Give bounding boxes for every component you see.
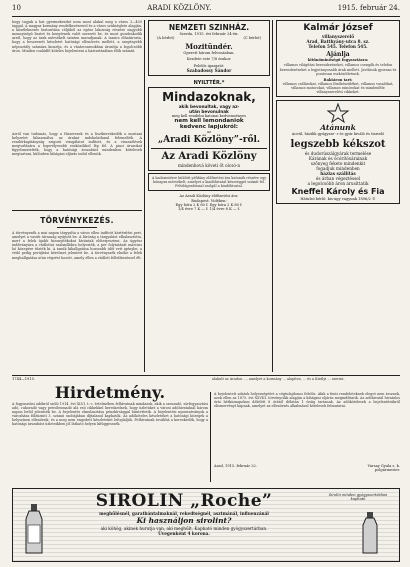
ad2-line: és árban végeztéssel bbox=[315, 175, 361, 181]
article-mid: Arról van tudomás, hogy a fűszeresek és a lisztkereskedők a mostani helyzetet kihasználva az árakat indokolatlanul felemelték. A rendőrkapitányság szigorú vizsgálatot indított, és a visszaélések megtorlására a legerélyesebb eszközökkel lép fel. A piaci árusokat figyelmeztették, hogy a hatósági árszabást mindenben kötelesek megtartani, különben kihágási eljárás indul ellenük. bbox=[12, 132, 142, 157]
theater-genre: Operett három felvonásban. bbox=[183, 50, 235, 55]
ad-headline: Mindazoknak, bbox=[162, 90, 256, 105]
theater-director-label: Felelős igazgató: bbox=[193, 63, 225, 68]
theater-box bbox=[148, 20, 270, 76]
ad-line: után bevonulnak bbox=[189, 109, 229, 115]
divider bbox=[12, 375, 400, 376]
ad-paper-name-2: Az Aradi Közlöny bbox=[161, 150, 257, 162]
column-3 bbox=[276, 20, 400, 372]
theater-series-right: (C bérlet) bbox=[243, 36, 261, 41]
sirolin-price: Üvegenként 4 korona. bbox=[158, 531, 210, 536]
ad2-headline: legszebb kékszot bbox=[290, 138, 386, 150]
column-2 bbox=[148, 20, 270, 372]
ad2-line: és dudorúszálgyárak termelése bbox=[304, 150, 372, 156]
column-1 bbox=[12, 20, 142, 372]
bottle-icon bbox=[361, 511, 379, 555]
ad-paper-name: „Aradi Közlöny”-ről. bbox=[157, 134, 261, 145]
signature-date: Arad, 1915. február 22. bbox=[214, 464, 257, 468]
ad1-stock: villamos csillárokat, villamos főzőkészüléket, villamos vasalókat, villamos motorokat, villamos zsinórokat és mindenféle villanyszerelési cikkeket. bbox=[282, 82, 394, 95]
price-sub: Budapest: Vidéken: bbox=[191, 198, 227, 203]
nyiltter-heading: NYILTTÉR.* bbox=[193, 80, 225, 87]
price-title: Az Aradi Közlöny előfizetési ára: bbox=[179, 194, 239, 199]
bottom-left-tag: 1744—1915. bbox=[12, 377, 36, 381]
ad-line: mindenhová követi őt olcsó-n bbox=[177, 162, 241, 168]
theater-director: Szabadossy Sándor bbox=[186, 68, 232, 74]
logo-name: Atánunk bbox=[320, 123, 356, 133]
logo-text: Acetil, házilik gyógysze- r és gyár kiváló és tiszteló bbox=[291, 132, 385, 137]
section-text: A törvényszék a mai napon tárgyalta a város ellen indított kártérítési pert, amelyet a vasúti társaság nyújtott be. A bíróság a tárgyalást elhalasztotta, mert a felek újabb bizonyítékokat kívántak előterjeszteni. Az ügyész indítványára a vádlottat szabadlábra helyezték, a per folytatását március hó közepére tűzték ki. A tanúk kihallgatása hosszabb időt vett igénybe, a védő pedig perújítási kérelmet jelentett be. A törvényszék elnöke a felek meghallgatása után végzést hozott, amely ellen a vádlott fellebbezéssel élt. bbox=[12, 231, 142, 260]
divider bbox=[12, 210, 142, 211]
ad2-line: a legolcsóbb áron árusíttatik bbox=[307, 180, 369, 186]
column-divider bbox=[272, 20, 273, 372]
column-divider bbox=[210, 392, 211, 482]
subscription-ad bbox=[148, 87, 270, 171]
ad2-line: házias szállítás bbox=[320, 170, 356, 176]
hirdetmeny-text: A fogyasztási adókról szóló 1914. évi XLVI. t.-c. értelmében felhívatnak mindazok, akik a szeszadó, sörfogyasztási adó, cukoradó vagy petróleumadó alá eső cikkekkel kereskednek, hogy üzletüket a városi adóhivatalnál három napon belül jelentsék be. A bejelentés elmulasztása pénzbírsággal büntettetik. A bejelentési nyomtatványok a városháza földszinti 3. számú szobájában díjtalanul kaphatók. Az adóköteles készleteket a hatósági közegek a helyszínen ellenőrzik, és a meg nem engedett készleteket lefoglalják. Felhívatnak továbbá a kereskedők, hogy a hatósági árszabást üzleteikben jól látható helyen kifüggesszék. bbox=[12, 402, 208, 427]
ad1-trade: villanyszerelő bbox=[321, 34, 355, 39]
bottle-icon bbox=[23, 503, 45, 555]
page-header bbox=[12, 4, 400, 17]
sirolin-content bbox=[53, 491, 315, 536]
sirolin-corner-note: Sirolin minden gyógyszertárban kapható bbox=[328, 493, 388, 502]
ad2-line: fogadjuk mindenben bbox=[316, 165, 360, 171]
bottom-strip-text: alakult az Aradon ..., amelyet a kormány ... alapítva, ... és a Királyi ... szerint. bbox=[212, 377, 345, 381]
ad-line: kedvenc lapjukról: bbox=[179, 124, 239, 131]
theater-series-left: (A bérlet) bbox=[157, 36, 175, 41]
hirdetmeny-title: Hirdetmény. bbox=[54, 384, 166, 402]
ad1-name: Kalmár József bbox=[303, 23, 373, 33]
theater-date: Szerda, 1915. évi február 24-én: bbox=[179, 32, 239, 36]
atanunk-ad bbox=[276, 100, 400, 204]
ad-line: az bbox=[206, 130, 212, 135]
ad-note-box bbox=[148, 173, 270, 191]
ad2-line: Kárának és ócórítósárainak bbox=[308, 155, 368, 161]
ad1-heading: Ajánlja bbox=[326, 51, 350, 58]
ad1-text: villamos világítási berendezéseket, villamos csengők és telefon berendezéseket a legjutányosabb árak mellett. Javítások gyorsan és pontosan eszközöltetnek. bbox=[279, 63, 397, 76]
sirolin-line: meghűlésnél, garatbántalmaknál, rekedtségnél, asztmánál, influenzánál bbox=[99, 511, 269, 516]
ad2-brand: Kneffel Károly és Fia bbox=[291, 186, 385, 196]
ad-note: A hadszintérre küldött példány előfizetési ára katonák részére egy hónapra mérsékelt, amelyet a kiadóhivatal készséggel számít fel. Felvilágosítással szolgál a kiadóhivatal. bbox=[151, 175, 267, 189]
ad2-foot: Hátulsó bérlő: kis-ugy vagyunk 1896/2 © bbox=[300, 196, 376, 201]
theater-time: Kezdete este 7/8 órakor. bbox=[186, 57, 232, 62]
signature-title: polgármester. bbox=[374, 468, 400, 473]
ad-line: meg kell rendelni katonai kedvezményes bbox=[171, 114, 247, 119]
kalmar-ad bbox=[276, 20, 400, 97]
price-row: 1/4 évre 7 K — f. 1/4 évre 8 K — f. bbox=[178, 207, 240, 212]
theater-play: Mozitündér. bbox=[185, 41, 233, 51]
hirdetmeny-continued bbox=[214, 392, 400, 484]
signature-name: Varsay Gyula s. k. bbox=[367, 464, 400, 468]
sirolin-line: aki köhög, akinek hurutja van, aki meghűlt. Kapható minden gyógyszertárban. bbox=[100, 526, 268, 531]
ad1-address: Arad, Batthyány-utca 8. sz. bbox=[306, 39, 370, 44]
ad2-line: szőnyeg fekete mindenkit bbox=[310, 160, 366, 166]
page-number: 10 bbox=[12, 4, 21, 12]
sirolin-brand: SIROLIN „Roche” bbox=[95, 491, 273, 511]
article-top: hogy tagjuk a hat gyermekeseké nem most alakul meg a város 3—400 taggal. A magyar kormány rendelkezéseivel és a város szükséglete alapján, a közélelmezés biztosítása céljából az egész lakosság részére nagyobb mennyiségű lisztet és kenyérnek valót szerzett be, és most gondoskodik arról, hogy az árak mérsékelt szinten maradjanak. A tanács elhatározta, hogy a beszerzett készletet hatósági ellenőrzés mellett, a szegényebb néposztály számára kiosztja, és a vásárcsarnokban árusítja a legolcsóbb áron. Minden családfő köteles bejelenteni a háztartásában élők számát. bbox=[12, 20, 142, 53]
divider bbox=[57, 227, 97, 228]
price-row: Egy hóra 2 K 60 f. Egy hóra 2 K 80 f. bbox=[175, 202, 243, 207]
section-title: TÖRVÉNYKEZÉS. bbox=[40, 216, 114, 225]
ad1-stock-title: Raktáron tart: bbox=[323, 77, 353, 82]
hirdetmeny bbox=[12, 384, 208, 484]
sirolin-ad bbox=[12, 488, 400, 562]
star-logo-icon bbox=[326, 103, 350, 123]
theater-title: NEMZETI SZINHÁZ. bbox=[168, 23, 250, 32]
ad1-subheading: kitűnőminőségű fogyasztásra: bbox=[307, 58, 369, 62]
ad1-phone: Telefon 545. Telefon 545. bbox=[308, 44, 368, 49]
issue-date: 1915. február 24. bbox=[337, 4, 400, 12]
ad-line: nem kell lemondaniok bbox=[174, 118, 244, 125]
hirdetmeny-text-2: A bejelentett adatok helyességéért a cégtulajdonos felelős. Akik a fenti rendeleteknek eleget nem tesznek, azok ellen az 1875. évi XXVIII. törvénycikk alapján a kihágási eljárás megindíttatik. Az adóhivatal hivatalos órái hétköznapokon délelőtt 8 órától délután 1 óráig tartanak. Az adókötelesek a bejelentésükről elismervényt kapnak, amelyet az ellenőrzés alkalmával kötelesek felmutatni. bbox=[214, 392, 400, 409]
theater-series bbox=[151, 36, 267, 40]
sirolin-question: Ki használjon sirolint? bbox=[136, 516, 232, 525]
newspaper-title: ARADI KÖZLÖNY. bbox=[147, 4, 212, 12]
column-divider bbox=[144, 20, 145, 372]
ad-line: akik bevonultak, vagy az- bbox=[178, 104, 240, 110]
divider bbox=[151, 148, 267, 149]
